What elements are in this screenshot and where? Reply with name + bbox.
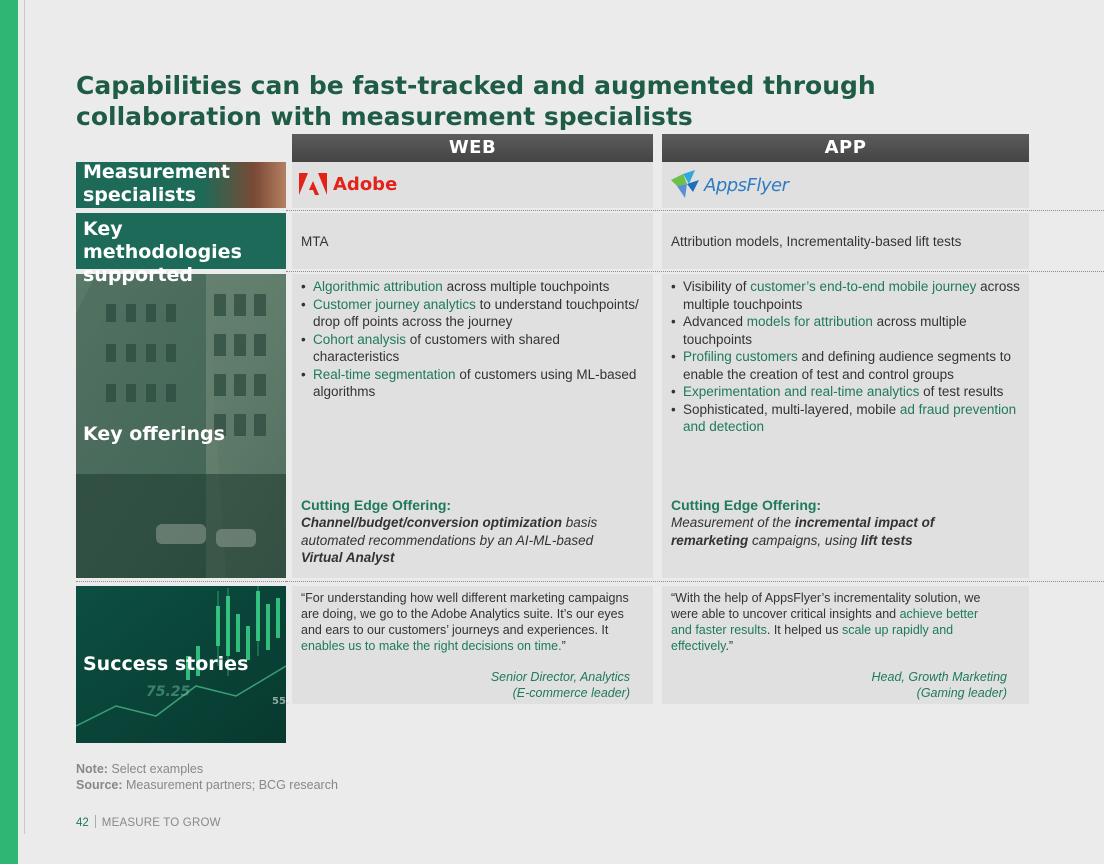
list-item: • Algorithmic attribution across multiple touchpoints xyxy=(301,278,649,296)
list-item: • Advanced models for attribution across multiple touchpoints xyxy=(671,313,1021,348)
web-methodology-text: MTA xyxy=(301,234,329,249)
notes xyxy=(76,761,338,793)
left-accent-stripe xyxy=(0,0,18,864)
web-offerings-cell xyxy=(292,274,653,578)
row-separator xyxy=(286,210,1104,211)
web-story-quote: “For understanding how well different marketing campaigns are doing, we go to the Adobe Analytics suite. It’s our eyes and ears to our customers’ journeys and experiences. It enables us to make the right decisions on time.” xyxy=(301,591,629,653)
list-item: • Customer journey analytics to understand touchpoints/ drop off points across the journey xyxy=(301,296,649,331)
app-offerings-list xyxy=(671,278,1021,436)
adobe-icon xyxy=(299,173,327,195)
adobe-wordmark: Adobe xyxy=(333,173,398,195)
app-story-cell xyxy=(662,586,1029,704)
row-label-text: Key offerings xyxy=(83,423,225,445)
list-item: • Profiling customers and defining audience segments to enable the creation of test and control groups xyxy=(671,348,1021,383)
app-column-header: APP xyxy=(662,134,1029,162)
web-methodology-cell xyxy=(292,213,653,269)
cutting-edge-heading: Cutting Edge Offering: xyxy=(301,497,452,513)
footer-divider xyxy=(95,815,96,828)
row-label-text: Key methodologies supported xyxy=(83,218,242,286)
note-line: Note: Select examples xyxy=(76,762,204,776)
page-footer xyxy=(76,815,221,829)
list-item: • Sophisticated, multi-layered, mobile ad fraud prevention and detection xyxy=(671,401,1021,436)
row-label-measurement-specialists xyxy=(76,162,286,208)
app-story-attribution: Head, Growth Marketing (Gaming leader) xyxy=(871,670,1007,700)
app-story-quote: “With the help of AppsFlyer’s incrementality solution, we were able to uncover critical insights and achieve better and faster results. It helped us scale up rapidly and effectively.” xyxy=(671,591,981,653)
web-specialist-cell xyxy=(292,162,653,208)
row-label-success-stories xyxy=(76,586,290,743)
page-title: Capabilities can be fast-tracked and augmented through collaboration with measurement specialists xyxy=(76,71,876,131)
list-item: • Visibility of customer’s end-to-end mobile journey across multiple touchpoints xyxy=(671,278,1021,313)
web-offerings-list xyxy=(301,278,649,401)
web-cutting-edge xyxy=(301,496,601,567)
page-number: 42 xyxy=(76,817,89,829)
source-line: Source: Measurement partners; BCG research xyxy=(76,778,338,792)
row-separator xyxy=(286,581,1104,582)
row-separator xyxy=(76,581,286,582)
left-divider-line xyxy=(24,0,25,834)
row-label-key-methodologies xyxy=(76,213,286,286)
cutting-edge-body: Channel/budget/conversion optimization basis automated recommendations by an AI-ML-based Virtual Analyst xyxy=(301,515,598,565)
app-methodology-text: Attribution models, Incrementality-based lift tests xyxy=(671,234,962,249)
web-story-attribution: Senior Director, Analytics (E-commerce leader) xyxy=(490,670,630,700)
app-specialist-cell xyxy=(662,162,1029,208)
list-item: • Experimentation and real-time analytics of test results xyxy=(671,383,1021,401)
app-methodology-cell xyxy=(662,213,1029,269)
cutting-edge-heading: Cutting Edge Offering: xyxy=(671,497,822,513)
web-column-header: WEB xyxy=(292,134,653,162)
appsflyer-icon xyxy=(671,170,703,200)
appsflyer-logo xyxy=(671,170,789,200)
row-label-text: Success stories xyxy=(83,653,249,675)
list-item: • Cohort analysis of customers with shared characteristics xyxy=(301,331,649,366)
appsflyer-wordmark: AppsFlyer xyxy=(704,174,789,196)
row-separator xyxy=(286,271,1104,272)
row-label-text: Measurement specialists xyxy=(83,161,230,206)
footer-title: MEASURE TO GROW xyxy=(101,817,221,829)
adobe-logo xyxy=(299,173,397,195)
web-story-cell xyxy=(292,586,653,704)
cutting-edge-body: Measurement of the incremental impact of remarketing campaigns, using lift tests xyxy=(671,515,935,548)
app-cutting-edge xyxy=(671,496,971,549)
list-item: • Real-time segmentation of customers using ML-based algorithms xyxy=(301,366,649,401)
chart-value-left: 75.25 xyxy=(146,684,191,700)
chart-value-right: 55. xyxy=(272,696,290,707)
row-label-key-offerings xyxy=(76,274,286,578)
app-offerings-cell xyxy=(662,274,1029,578)
